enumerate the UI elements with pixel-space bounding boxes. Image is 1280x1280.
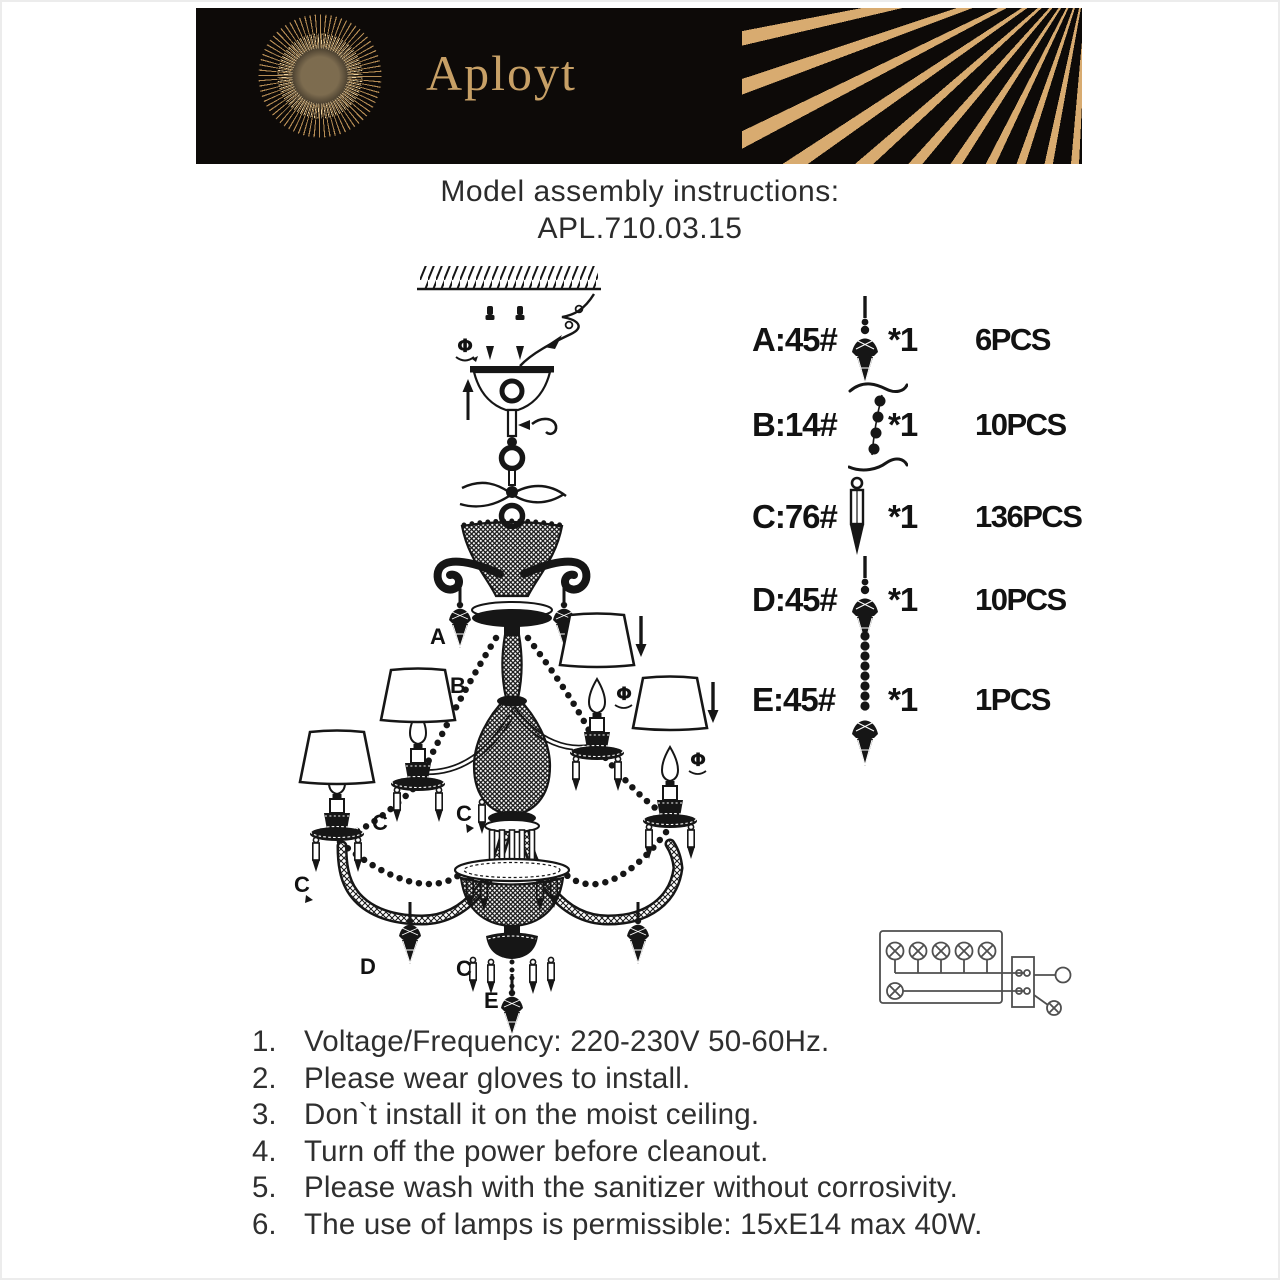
label-b: B — [450, 673, 466, 698]
corner-rays-decoration — [742, 8, 1082, 164]
install-arrow-icon — [636, 616, 647, 657]
label-d: D — [360, 954, 376, 979]
instruction-item — [252, 1207, 1082, 1244]
hook-icon — [518, 419, 556, 434]
rotate-symbol: Φ — [690, 749, 707, 771]
instruction-item — [252, 1134, 1082, 1171]
title-block — [0, 173, 1280, 247]
instruction-text: Don`t install it on the moist ceiling. — [304, 1098, 760, 1131]
power-wire — [520, 294, 594, 366]
hanging-chain — [460, 410, 566, 527]
wiring-diagram — [872, 915, 1072, 1020]
scroll-pendant — [449, 586, 471, 648]
part-qty: *1 — [888, 498, 918, 535]
sunburst-rays-bright — [254, 10, 386, 142]
instruction-item — [252, 1024, 1082, 1061]
arm-pendant — [399, 902, 421, 964]
wall-anchor-icon — [486, 306, 525, 320]
instruction-item — [252, 1170, 1082, 1207]
part-count: 6PCS — [975, 322, 1050, 357]
crystal-pendant-icon — [848, 294, 882, 386]
page-title: Model assembly instructions: — [440, 175, 840, 208]
brand-banner — [196, 8, 1082, 164]
lampshade — [300, 731, 374, 785]
brand-name: Aployt — [426, 45, 577, 101]
part-count: 10PCS — [975, 407, 1066, 442]
screw-icon — [486, 346, 524, 360]
instruction-text: Turn off the power before cleanout. — [304, 1134, 769, 1168]
instruction-text: Please wear gloves to install. — [304, 1061, 691, 1095]
part-code: C:76# — [752, 498, 837, 535]
assembly-diagram — [260, 258, 820, 1018]
part-code: E:45# — [752, 681, 836, 718]
label-a: A — [430, 624, 446, 649]
lampshade — [560, 614, 634, 668]
part-code: B:14# — [752, 406, 837, 443]
label-c: C — [372, 810, 388, 835]
center-column — [472, 602, 552, 825]
candle-left-upper — [381, 669, 455, 823]
bottom-bowl — [455, 859, 569, 959]
install-arrow-icon — [708, 682, 719, 723]
instruction-number: 4. — [252, 1134, 277, 1168]
instruction-number: 2. — [252, 1061, 277, 1095]
instructions-list — [252, 1024, 1082, 1243]
rotate-symbol: Φ — [616, 683, 633, 705]
instruction-number: 6. — [252, 1207, 277, 1241]
part-count: 136PCS — [975, 499, 1082, 534]
part-code: D:45# — [752, 581, 837, 618]
label-c: C — [294, 872, 310, 897]
lampshade — [381, 669, 455, 723]
prism-drop-icon — [844, 475, 870, 559]
label-c: C — [456, 956, 472, 981]
instruction-text: Voltage/Frequency: 220-230V 50-60Hz. — [304, 1025, 830, 1058]
model-number: APL.710.03.15 — [537, 212, 743, 245]
instruction-item — [252, 1097, 1082, 1134]
candle-far-right — [633, 677, 719, 860]
label-c: C — [456, 801, 472, 826]
rotate-symbol: Φ — [457, 335, 474, 357]
parts-list — [752, 258, 1087, 798]
instruction-item — [252, 1061, 1082, 1098]
part-code: A:45# — [752, 321, 837, 358]
lamp-socket-icons — [887, 943, 996, 960]
instruction-number: 3. — [252, 1098, 277, 1131]
sunburst-logo-icon — [254, 10, 386, 142]
label-e: E — [484, 988, 499, 1013]
part-qty: *1 — [888, 581, 918, 618]
instruction-number: 5. — [252, 1171, 277, 1204]
instruction-text: Please wash with the sanitizer without corrosivity. — [304, 1171, 958, 1204]
up-arrow-icon — [463, 379, 474, 420]
instruction-number: 1. — [252, 1025, 277, 1058]
part-count: 1PCS — [975, 682, 1050, 717]
part-qty: *1 — [888, 681, 918, 718]
ceiling-hatch — [417, 266, 601, 289]
part-qty: *1 — [888, 406, 918, 443]
trumpet-top — [462, 521, 562, 596]
part-count: 10PCS — [975, 582, 1066, 617]
bead-strand-pendant-icon — [848, 630, 882, 770]
instruction-text: The use of lamps is permissible: 15xE14 max 40W. — [304, 1207, 983, 1241]
lampshade — [633, 677, 707, 731]
part-qty: *1 — [888, 321, 918, 358]
plug-terminal-icon — [1056, 968, 1071, 983]
